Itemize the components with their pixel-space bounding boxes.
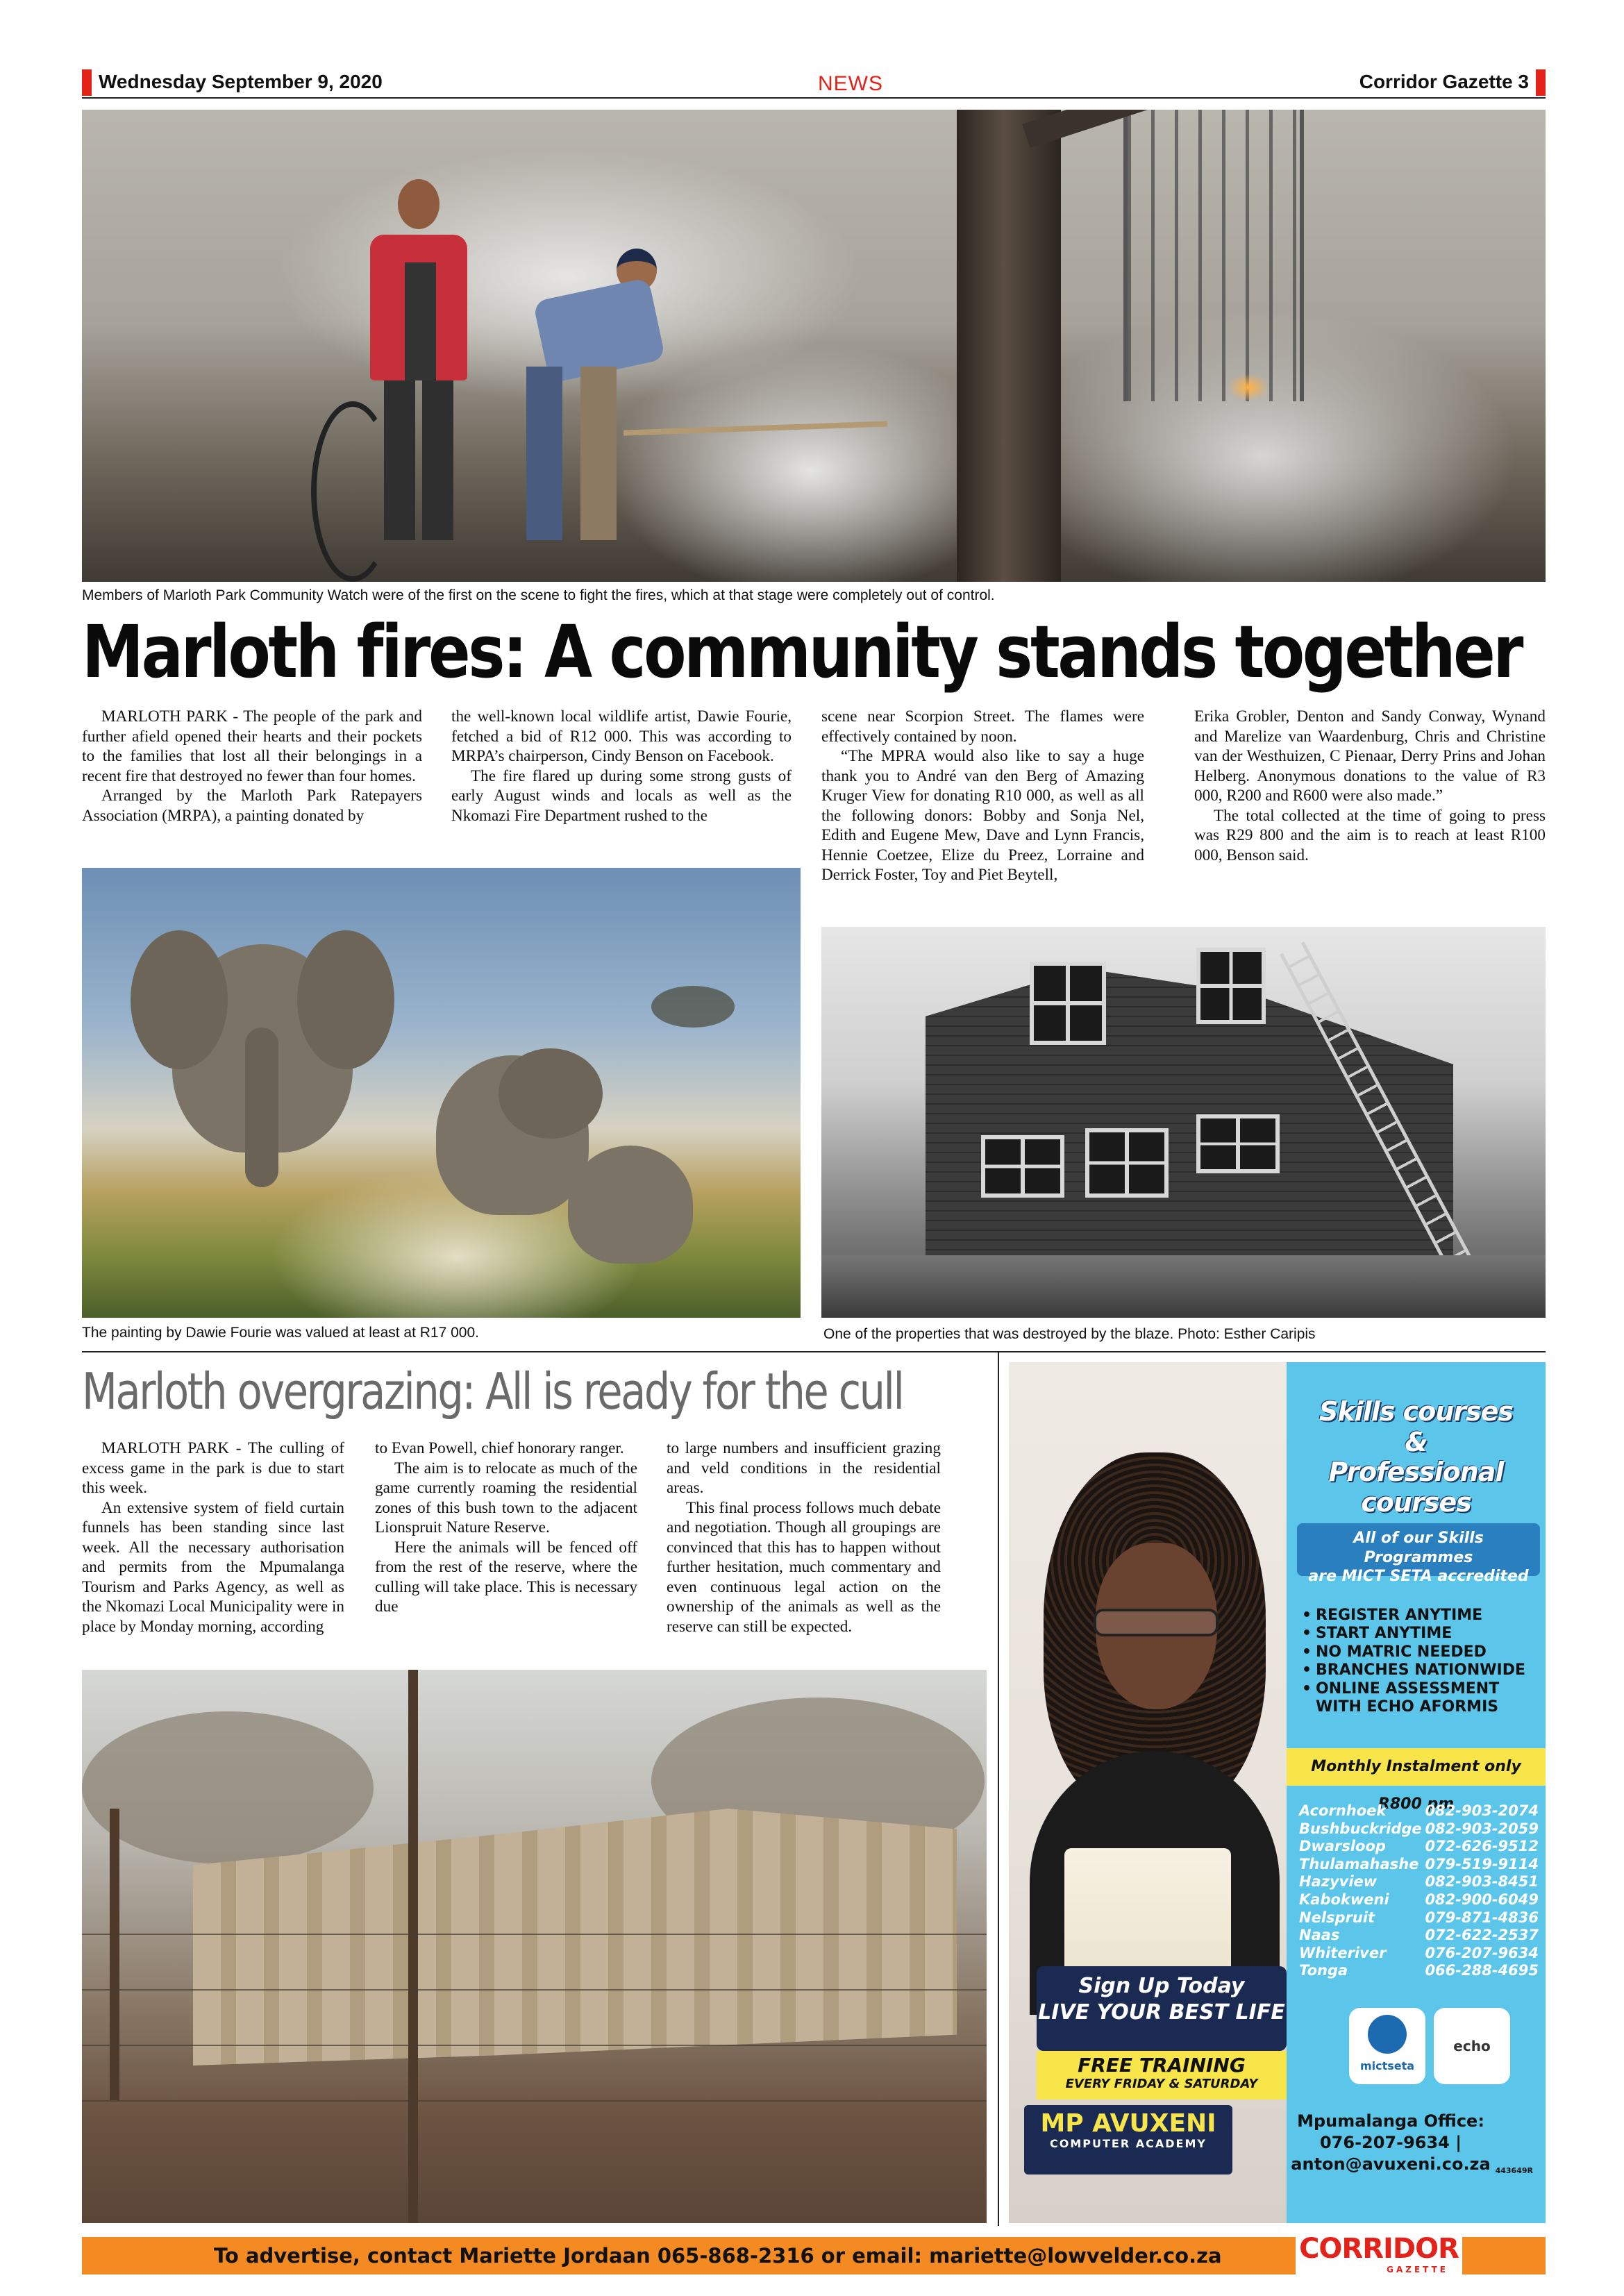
advert-title: Skills courses & Professional courses <box>1319 1396 1513 1518</box>
elephant-painting-photo <box>82 868 801 1318</box>
page-header <box>82 64 1546 99</box>
photo-house-window <box>1196 948 1266 1024</box>
list-item: • REGISTER ANYTIME <box>1300 1607 1543 1625</box>
list-item: Acornhoek 082-903-2074 <box>1299 1802 1539 1819</box>
mict-seta-logo-icon: mictseta <box>1349 2008 1425 2084</box>
story1-paragraph: The total collected at the time of going to press was R29 800 and the aim is to reach at least R100 000, Benson said. <box>1194 806 1546 864</box>
story2-paragraph: An extensive system of field curtain funnels has been standing since last week. All the necessary authorisation and permits from the Mpumalanga Tourism and Parks Agency, as well as the Nkomazi Local Municipality were in place by Monday morning, according <box>82 1498 344 1636</box>
photo-tree-trunk <box>957 110 1061 582</box>
section-divider <box>82 1351 1546 1352</box>
photo-flame <box>1228 374 1269 401</box>
photo-ground <box>821 1255 1546 1318</box>
story1-paragraph: the well-known local wildlife artist, Dawie Fourie, fetched a bid of R12 000. This was according to MRPA’s chairperson, Cindy Benson on Facebook. <box>451 707 792 766</box>
story2-column-3 <box>667 1439 941 1636</box>
story2-column-1 <box>82 1439 344 1636</box>
section-label: NEWS <box>818 72 883 95</box>
avuxeni-advert <box>1009 1362 1546 2223</box>
list-item: • BRANCHES NATIONWIDE <box>1300 1661 1543 1679</box>
photo-house-window <box>981 1135 1064 1198</box>
list-item: Dwarsloop 072-626-9512 <box>1299 1838 1539 1855</box>
photo-fence-post <box>408 1670 418 2223</box>
issue-date: Wednesday September 9, 2020 <box>99 71 383 92</box>
photo-gate <box>1123 110 1304 401</box>
photo-house-window <box>1196 1114 1280 1173</box>
painting-elephant-ear <box>131 930 228 1069</box>
story1-paragraph: Arranged by the Marloth Park Ratepayers Association (MRPA), a painting donated by <box>82 787 422 825</box>
header-accent-left <box>82 69 92 96</box>
avuxeni-logo: MP AVUXENI COMPUTER ACADEMY <box>1024 2105 1232 2175</box>
free-training-banner: FREE TRAINING EVERY FRIDAY & SATURDAY <box>1037 2051 1287 2100</box>
story1-paragraph: Erika Grobler, Denton and Sandy Conway, Wynand and Marelize van Waardenburg, Chris and Christine van der Westhuizen, C Pienaar, Derry Prins and Johan Helberg. Anonymous donations to the value of R3 000, R200 and R600 were also made.” <box>1194 707 1546 805</box>
story2-paragraph: to Evan Powell, chief honorary ranger. <box>375 1439 624 1457</box>
echo-logo-icon: echo <box>1434 2008 1510 2084</box>
photo-person-hose <box>363 179 467 540</box>
painting-elephant-ear <box>297 930 394 1069</box>
story1-column-3 <box>821 707 1144 885</box>
story2-headline: Marloth overgrazing: All is ready for the cull <box>82 1362 903 1421</box>
list-item: Hazyview 082-903-8451 <box>1299 1873 1539 1891</box>
story2-paragraph: The aim is to relocate as much of the game currently roaming the residential zones of this bush town to the adjacent Lionspruit Nature Reserve. <box>375 1459 637 1537</box>
corridor-gazette-logo: CORRIDOR GAZETTE <box>1296 2233 1462 2279</box>
story1-column-2 <box>451 707 792 826</box>
advert-feature-list <box>1300 1607 1543 1716</box>
list-item: Thulamahashe 079-519-9114 <box>1299 1855 1539 1872</box>
advert-reference: 443649R <box>1495 2166 1533 2175</box>
photo-bush <box>82 1711 374 1864</box>
curtain-funnel-photo <box>82 1670 987 2223</box>
glasses-icon <box>1094 1609 1219 1636</box>
story2-paragraph: to large numbers and insufficient grazing and veld conditions in the residential areas. <box>667 1439 941 1498</box>
branch-list <box>1299 1802 1539 1980</box>
story1-column-1 <box>82 707 422 826</box>
list-item: Whiteriver 076-207-9634 <box>1299 1944 1539 1961</box>
story1-paragraph: scene near Scorpion Street. The flames were effectively contained by noon. <box>821 707 1144 746</box>
list-item: Naas 072-622-2537 <box>1299 1927 1539 1944</box>
photo-person-beater <box>512 249 672 540</box>
photo-fence-post <box>110 1809 119 2100</box>
list-item: • ONLINE ASSESSMENT WITH ECHO AFORMIS <box>1300 1680 1543 1717</box>
instalment-banner: Monthly Instalment only R800 pm <box>1287 1748 1546 1786</box>
fire-photo-caption: Members of Marloth Park Community Watch were of the first on the scene to fight the fires, which at that stage were completely out of control. <box>82 587 995 603</box>
burnt-house-photo <box>821 927 1546 1318</box>
fire-fighting-photo <box>82 110 1546 582</box>
painting-elephant-small <box>568 1146 693 1264</box>
page-number: Corridor Gazette 3 <box>1359 71 1529 92</box>
house-photo-caption: One of the properties that was destroyed by the blaze. Photo: Esther Caripis <box>823 1326 1316 1342</box>
story1-paragraph: “The MPRA would also like to say a huge thank you to André van den Berg of Amazing Kruger View for donating R10 000, as well as all the following donors: Bobby and Sonja Nel, Edith and Eugene Mew, Dave and Lynn Francis, Hennie Coetzee, Elize du Preez, Lorraine and Derrick Foster, Toy and Piet Beytell, <box>821 747 1144 885</box>
painting-tree <box>651 986 735 1028</box>
list-item: Kabokweni 082-900-6049 <box>1299 1891 1539 1909</box>
story1-paragraph: The fire flared up during some strong gusts of early August winds and locals as well as the Nkomazi Fire Department rushed to the <box>451 766 792 825</box>
column-divider <box>998 1351 999 2226</box>
painting-elephant-ear <box>499 1048 603 1139</box>
story1-column-4 <box>1194 707 1546 865</box>
list-item: Nelspruit 079-871-4836 <box>1299 1909 1539 1926</box>
office-contact: Mpumalanga Office: 076-207-9634 | anton@avuxeni.co.za <box>1291 2111 1491 2175</box>
story2-paragraph: MARLOTH PARK - The culling of excess game in the park is due to start this week. <box>82 1439 344 1498</box>
painting-caption: The painting by Dawie Fourie was valued at least at R17 000. <box>82 1325 479 1341</box>
story1-paragraph: MARLOTH PARK - The people of the park and further afield opened their hearts and their pockets to the families that lost all their belongings in a recent fire that destroyed no fewer than four homes. <box>82 707 422 785</box>
story1-headline: Marloth fires: A community stands together <box>82 610 1522 694</box>
seta-accreditation-banner: All of our Skills Programmes are MICT SETA accredited <box>1297 1523 1540 1576</box>
story2-paragraph: Here the animals will be fenced off from the rest of the reserve, where the culling will take place. This is necessary due <box>375 1538 637 1616</box>
story2-paragraph: This final process follows much debate and negotiation. Though all groupings are convinced that this has to happen without further hesitation, much commentary and even continuous legal action on the ownership of the animals as well as the reserve can still be expected. <box>667 1498 941 1636</box>
list-item: Tonga 066-288-4695 <box>1299 1962 1539 1979</box>
painting-elephant-trunk <box>245 1028 278 1187</box>
story2-column-2 <box>375 1439 637 1617</box>
page-footer <box>82 2233 1546 2274</box>
advertising-contact: To advertise, contact Mariette Jordaan 065-868-2316 or email: mariette@lowvelder.co.za <box>214 2244 1222 2268</box>
list-item: • NO MATRIC NEEDED <box>1300 1643 1543 1661</box>
signup-banner: Sign Up Today LIVE YOUR BEST LIFE <box>1037 1966 1287 2051</box>
header-accent-right <box>1536 69 1546 96</box>
list-item: • START ANYTIME <box>1300 1625 1543 1643</box>
photo-house-window <box>1030 962 1106 1045</box>
list-item: Bushbuckridge 082-903-2059 <box>1299 1820 1539 1837</box>
photo-house-window <box>1085 1128 1169 1198</box>
